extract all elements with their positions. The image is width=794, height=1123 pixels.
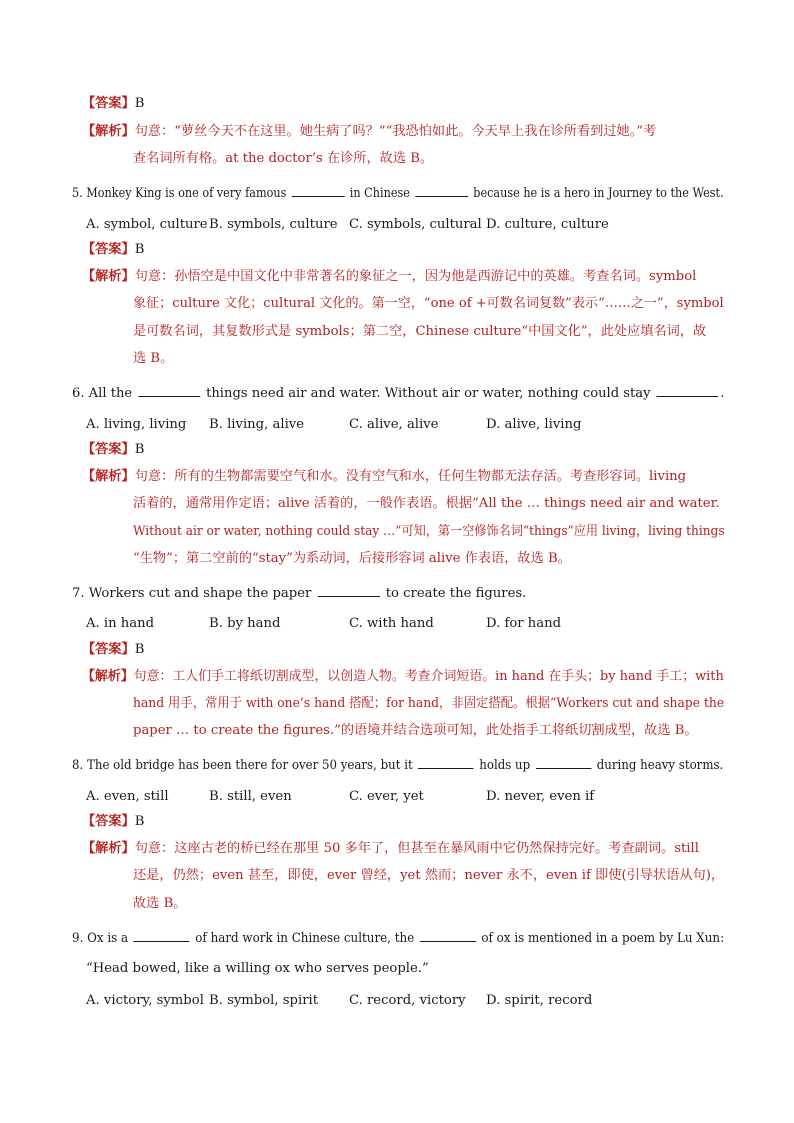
analysis-line <box>82 268 696 286</box>
question-stem <box>72 584 526 603</box>
answer-value: B <box>134 242 145 257</box>
analysis-text: 还是，仍然；even 甚至，即使，ever 曾经，yet 然而；never 永不，even if 即使(引导状语从句)， <box>133 868 725 883</box>
option-a: A. symbol, culture <box>86 217 208 232</box>
stem-part: of hard work in Chinese culture, the <box>191 931 419 946</box>
analysis-text: Without air or water, nothing could stay …”可知，第一空修饰名词“things”应用 living，living things <box>133 524 725 539</box>
answer-blank <box>138 384 200 397</box>
stem-part: of ox is mentioned in a poem by Lu Xun: <box>477 931 725 946</box>
answer-blank <box>657 384 719 397</box>
option-c: C. ever, yet <box>349 789 424 804</box>
analysis-text: 是可数名词，其复数形式是 symbols；第二空，Chinese culture“中国文化”，此处应填名词，故 <box>133 324 707 339</box>
question-stem <box>72 756 723 775</box>
option-c: C. record, victory <box>349 993 466 1008</box>
analysis-text: 选 B。 <box>133 351 174 366</box>
stem-part: things need air and water. Without air or water, nothing could stay <box>201 386 655 401</box>
stem-part: 5. Monkey King is one of very famous <box>72 186 290 201</box>
option-c: C. with hand <box>349 616 434 631</box>
analysis-text: 句意：所有的生物都需要空气和水。没有空气和水，任何生物都无法存活。考查形容词。living <box>134 469 687 484</box>
option-a: A. victory, symbol <box>86 993 204 1008</box>
answer-line <box>82 241 144 259</box>
analysis-text: 查名词所有格。at the doctor’s 在诊所，故选 B。 <box>133 151 434 166</box>
answer-blank <box>318 584 380 597</box>
question-stem <box>72 184 724 203</box>
analysis-text: hand 用手，常用于 with one’s hand 搭配；for hand，非固定搭配。根据“Workers cut and shape the <box>133 696 725 711</box>
option-d: D. never, even if <box>486 789 595 804</box>
option-d: D. spirit, record <box>486 993 593 1008</box>
question-stem <box>72 384 724 403</box>
answer-blank <box>418 756 473 769</box>
option-a: A. even, still <box>86 789 169 804</box>
option-b: B. symbol, spirit <box>209 993 319 1008</box>
option-d: D. for hand <box>486 616 562 631</box>
option-b: B. symbols, culture <box>209 217 338 232</box>
option-b: B. still, even <box>209 789 292 804</box>
analysis-text: paper … to create the figures.”的语境并结合选项可知，此处指手工将纸切割成型，故选 B。 <box>133 723 698 738</box>
stem-part: . <box>720 386 725 401</box>
stem-part: 7. Workers cut and shape the paper <box>72 586 316 601</box>
option-d: D. culture, culture <box>486 217 609 232</box>
answer-blank <box>134 929 190 942</box>
stem-part: because he is a hero in Journey to the West. <box>469 186 724 201</box>
stem-part: 6. All the <box>72 386 137 401</box>
analysis-line <box>82 668 724 686</box>
question-stem <box>72 929 724 948</box>
stem-part: during heavy storms. <box>592 758 724 773</box>
stem-part: in Chinese <box>346 186 414 201</box>
analysis-label: 【解析】 <box>82 841 135 856</box>
analysis-text: 故选 B。 <box>133 896 187 911</box>
answer-label: 【答案】 <box>82 642 135 657</box>
stem-part: to create the figures. <box>381 586 527 601</box>
analysis-line <box>82 468 686 486</box>
answer-value: B <box>134 814 145 829</box>
stem-part: 8. The old bridge has been there for over 50 years, but it <box>72 758 417 773</box>
option-d: D. alive, living <box>486 417 582 432</box>
answer-value: B <box>134 642 145 657</box>
analysis-text: 活着的，通常用作定语；alive 活着的，一般作表语。根据“All the … things need air and water. <box>133 496 720 511</box>
analysis-label: 【解析】 <box>82 669 134 684</box>
answer-value: B <box>134 96 145 111</box>
analysis-text: 句意：这座古老的桥已经在那里 50 多年了，但甚至在暴风雨中它仍然保持完好。考查副词。still <box>134 841 699 856</box>
analysis-text: “生物”；第二空前的“stay”为系动词，后接形容词 alive 作表语，故选 B。 <box>133 551 571 566</box>
stem-part: 9. Ox is a <box>72 931 132 946</box>
analysis-text: 象征；culture 文化；cultural 文化的。第一空，“one of +可数名词复数”表示“……之一”，symbol <box>133 296 724 311</box>
analysis-line <box>82 840 699 858</box>
option-c: C. symbols, cultural <box>349 217 482 232</box>
answer-label: 【答案】 <box>82 442 135 457</box>
option-b: B. living, alive <box>209 417 305 432</box>
analysis-line <box>82 123 656 141</box>
answer-line <box>82 95 144 113</box>
answer-label: 【答案】 <box>82 814 135 829</box>
answer-label: 【答案】 <box>82 96 135 111</box>
answer-blank <box>420 929 476 942</box>
answer-line <box>82 813 144 831</box>
answer-line <box>82 441 144 459</box>
answer-line <box>82 641 144 659</box>
analysis-label: 【解析】 <box>82 269 135 284</box>
answer-value: B <box>134 442 145 457</box>
option-b: B. by hand <box>209 616 281 631</box>
question-quote: “Head bowed, like a willing ox who serves people.” <box>86 961 429 976</box>
answer-blank <box>292 184 345 197</box>
option-a: A. living, living <box>86 417 187 432</box>
answer-blank <box>415 184 468 197</box>
analysis-text: 句意：工人们手工将纸切割成型，以创造人物。考查介词短语。in hand 在手头；by hand 手工；with <box>133 669 724 684</box>
option-c: C. alive, alive <box>349 417 439 432</box>
analysis-text: 句意：“萝丝今天不在这里。她生病了吗？”“我恐怕如此。今天早上我在诊所看到过她。”考 <box>134 124 657 139</box>
analysis-text: 句意：孙悟空是中国文化中非常著名的象征之一，因为他是西游记中的英雄。考查名词。symbol <box>134 269 697 284</box>
option-a: A. in hand <box>86 616 155 631</box>
stem-part: holds up <box>475 758 534 773</box>
analysis-label: 【解析】 <box>82 124 135 139</box>
answer-blank <box>536 756 591 769</box>
answer-label: 【答案】 <box>82 242 135 257</box>
analysis-label: 【解析】 <box>82 469 135 484</box>
